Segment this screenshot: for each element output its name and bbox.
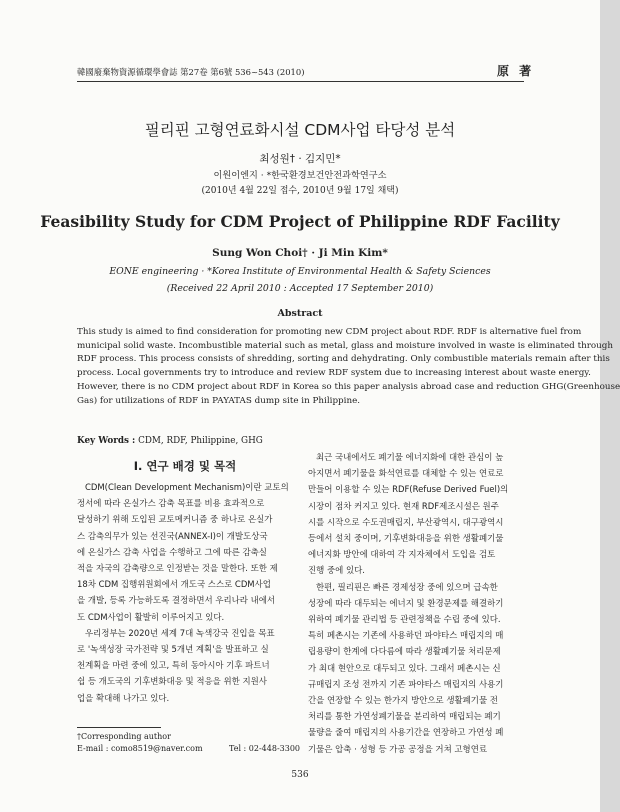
body-line: 도 CDM사업이 활발히 이루어지고 있다. (77, 611, 225, 622)
body-line: CDM(Clean Development Mechanism)이란 교토의 (85, 482, 289, 492)
body-line: 립용량이 한계에 다다름에 따라 생활폐기물 처리문제 (308, 646, 501, 657)
footnote-rule (77, 727, 161, 728)
abstract-line: This study is aimed to find consideration for promoting new CDM project about RDF. RDF is alternative fuel from (77, 327, 582, 337)
body-line: 정서에 따라 온실가스 감축 목표를 비용 효과적으로 (77, 498, 265, 509)
body-line: 특히 페촌시는 기존에 사용하던 파야타스 매립지의 매 (308, 630, 504, 641)
body-line: 쉽 등 개도국의 기후변화대응 및 적응을 위한 지원사 (77, 676, 267, 687)
abstract-body (77, 326, 620, 408)
body-line: 만들어 이용할 수 있는 RDF(Refuse Derived Fuel)의 (308, 484, 509, 495)
body-line: 간을 연장할 수 있는 한가지 방안으로 생활폐기물 전 (308, 695, 498, 706)
left-column (77, 479, 293, 706)
keywords-label: Key Words : (77, 436, 136, 446)
abstract-line: However, there is no CDM project about RDF in Korea so this paper analysis abroad case and reduction GHG(Greenhouse (77, 381, 620, 392)
keywords (77, 436, 263, 446)
body-line: 에 온실가스 감축 사업을 수행하고 그에 따른 감축실 (77, 546, 267, 557)
abstract-line: municipal solid waste. Incombustible material such as metal, glass and moisture involved in waste is eliminated through (77, 340, 614, 351)
body-line: 달성하기 위해 도입된 교토메커니즘 중 하나로 온실가 (77, 514, 273, 525)
body-line: 위하여 폐기물 관리법 등 관련정책을 수립 중에 있다. (308, 614, 501, 625)
body-line: 성장에 따라 대두되는 에너지 및 환경문제를 해결하기 (308, 597, 504, 608)
header-rule (77, 81, 524, 82)
footnote-email: E-mail : como8519@naver.com (77, 744, 203, 753)
abstract-heading: Abstract (277, 308, 323, 319)
footnote-tel: Tel : 02-448-3300 (229, 744, 301, 753)
section-heading: I. 연구 배경 및 목적 (133, 459, 237, 473)
english-authors: Sung Won Choi† · Ji Min Kim* (212, 247, 388, 259)
keywords-value: CDM, RDF, Philippine, GHG (135, 436, 263, 446)
article-type-tag: 原 著 (497, 64, 535, 78)
body-line: 18차 CDM 집행위원회에서 개도국 스스로 CDM사업 (77, 579, 271, 590)
body-line: 시장이 점차 커지고 있다. 현재 RDF제조시설은 원주 (308, 500, 499, 511)
body-line: 가 최대 현안으로 대두되고 있다. 그래서 페촌시는 신 (308, 662, 501, 673)
english-dates: (Received 22 April 2010 : Accepted 17 September 2010) (166, 283, 434, 294)
body-line: 천계획을 마련 중에 있고, 특히 동아시아 기후 파트너 (77, 660, 270, 671)
korean-title: 필리핀 고형연료화시설 CDM사업 타당성 분석 (144, 121, 456, 139)
right-column (308, 449, 525, 757)
body-line: 시를 시작으로 수도권매립지, 부산광역시, 대구광역시 (308, 516, 504, 527)
body-line: 물량을 줄여 매립지의 사용기간을 연장하고 가연성 폐 (308, 727, 504, 738)
body-line: 로 '녹색성장 국가전략 및 5개년 계획'을 발표하고 실 (77, 644, 269, 655)
footnote-corresponding: †Corresponding author (77, 732, 171, 741)
abstract-line: RDF process. This process consists of shredding, sorting and dehydrating. Only combustible materials remain after this (77, 354, 610, 365)
body-line: 기물은 압축 · 성형 등 가공 공정을 거쳐 고형연료 (308, 743, 487, 754)
korean-dates: (2010년 4월 22일 접수, 2010년 9월 17일 채택) (201, 186, 399, 196)
body-line: 최근 국내에서도 폐기물 에너지화에 대한 관심이 높 (316, 452, 504, 462)
body-line: 한편, 필리핀은 빠른 경제성장 중에 있으며 급속한 (316, 581, 498, 592)
korean-authors: 최성원† · 김지민* (259, 153, 341, 165)
body-line: 적을 자국의 감축량으로 인정받는 것을 말한다. 또한 제 (77, 563, 278, 574)
english-affiliations: EONE engineering · *Korea Institute of Environmental Health & Safety Sciences (109, 266, 491, 277)
english-title: Feasibility Study for CDM Project of Philippine RDF Facility (40, 212, 560, 231)
body-line: 진행 중에 있다. (308, 565, 365, 576)
footnote (77, 731, 301, 753)
body-line: 을 개발, 등록 가능하도록 결정하면서 우리나라 내에서 (77, 595, 276, 606)
page-number: 536 (291, 770, 309, 780)
journal-header: 韓國廢棄物資源循環學會誌 第27卷 第6號 536~543 (2010) (77, 67, 305, 77)
body-line: 처리를 통한 가연성폐기물을 분리하여 매립되는 폐기 (308, 711, 501, 722)
body-line: 에너지화 방안에 대하여 각 지자체에서 도입을 검토 (308, 549, 496, 560)
abstract-line: process. Local governments try to introduce and review RDF system due to increasing interest about waste energy. (77, 368, 591, 379)
body-line: 등에서 설치 중이며, 기후변화대응을 위한 생활폐기물 (308, 533, 504, 544)
korean-affiliations: 이원이엔지 · *한국환경보건안전과학연구소 (213, 170, 387, 181)
body-line: 규매립지 조성 전까지 기존 파야타스 매립지의 사용기 (308, 678, 504, 689)
body-line: 스 감축의무가 있는 선진국(ANNEX-I)이 개발도상국 (77, 530, 268, 541)
abstract-line: Gas) for utilizations of RDF in PAYATAS dump site in Philippine. (77, 395, 361, 406)
body-line: 우리정부는 2020년 세계 7대 녹색강국 진입을 목표 (85, 627, 275, 638)
body-line: 업을 확대해 나가고 있다. (77, 692, 170, 703)
body-line: 아지면서 폐기물을 화석연료를 대체할 수 있는 연료로 (308, 468, 504, 479)
